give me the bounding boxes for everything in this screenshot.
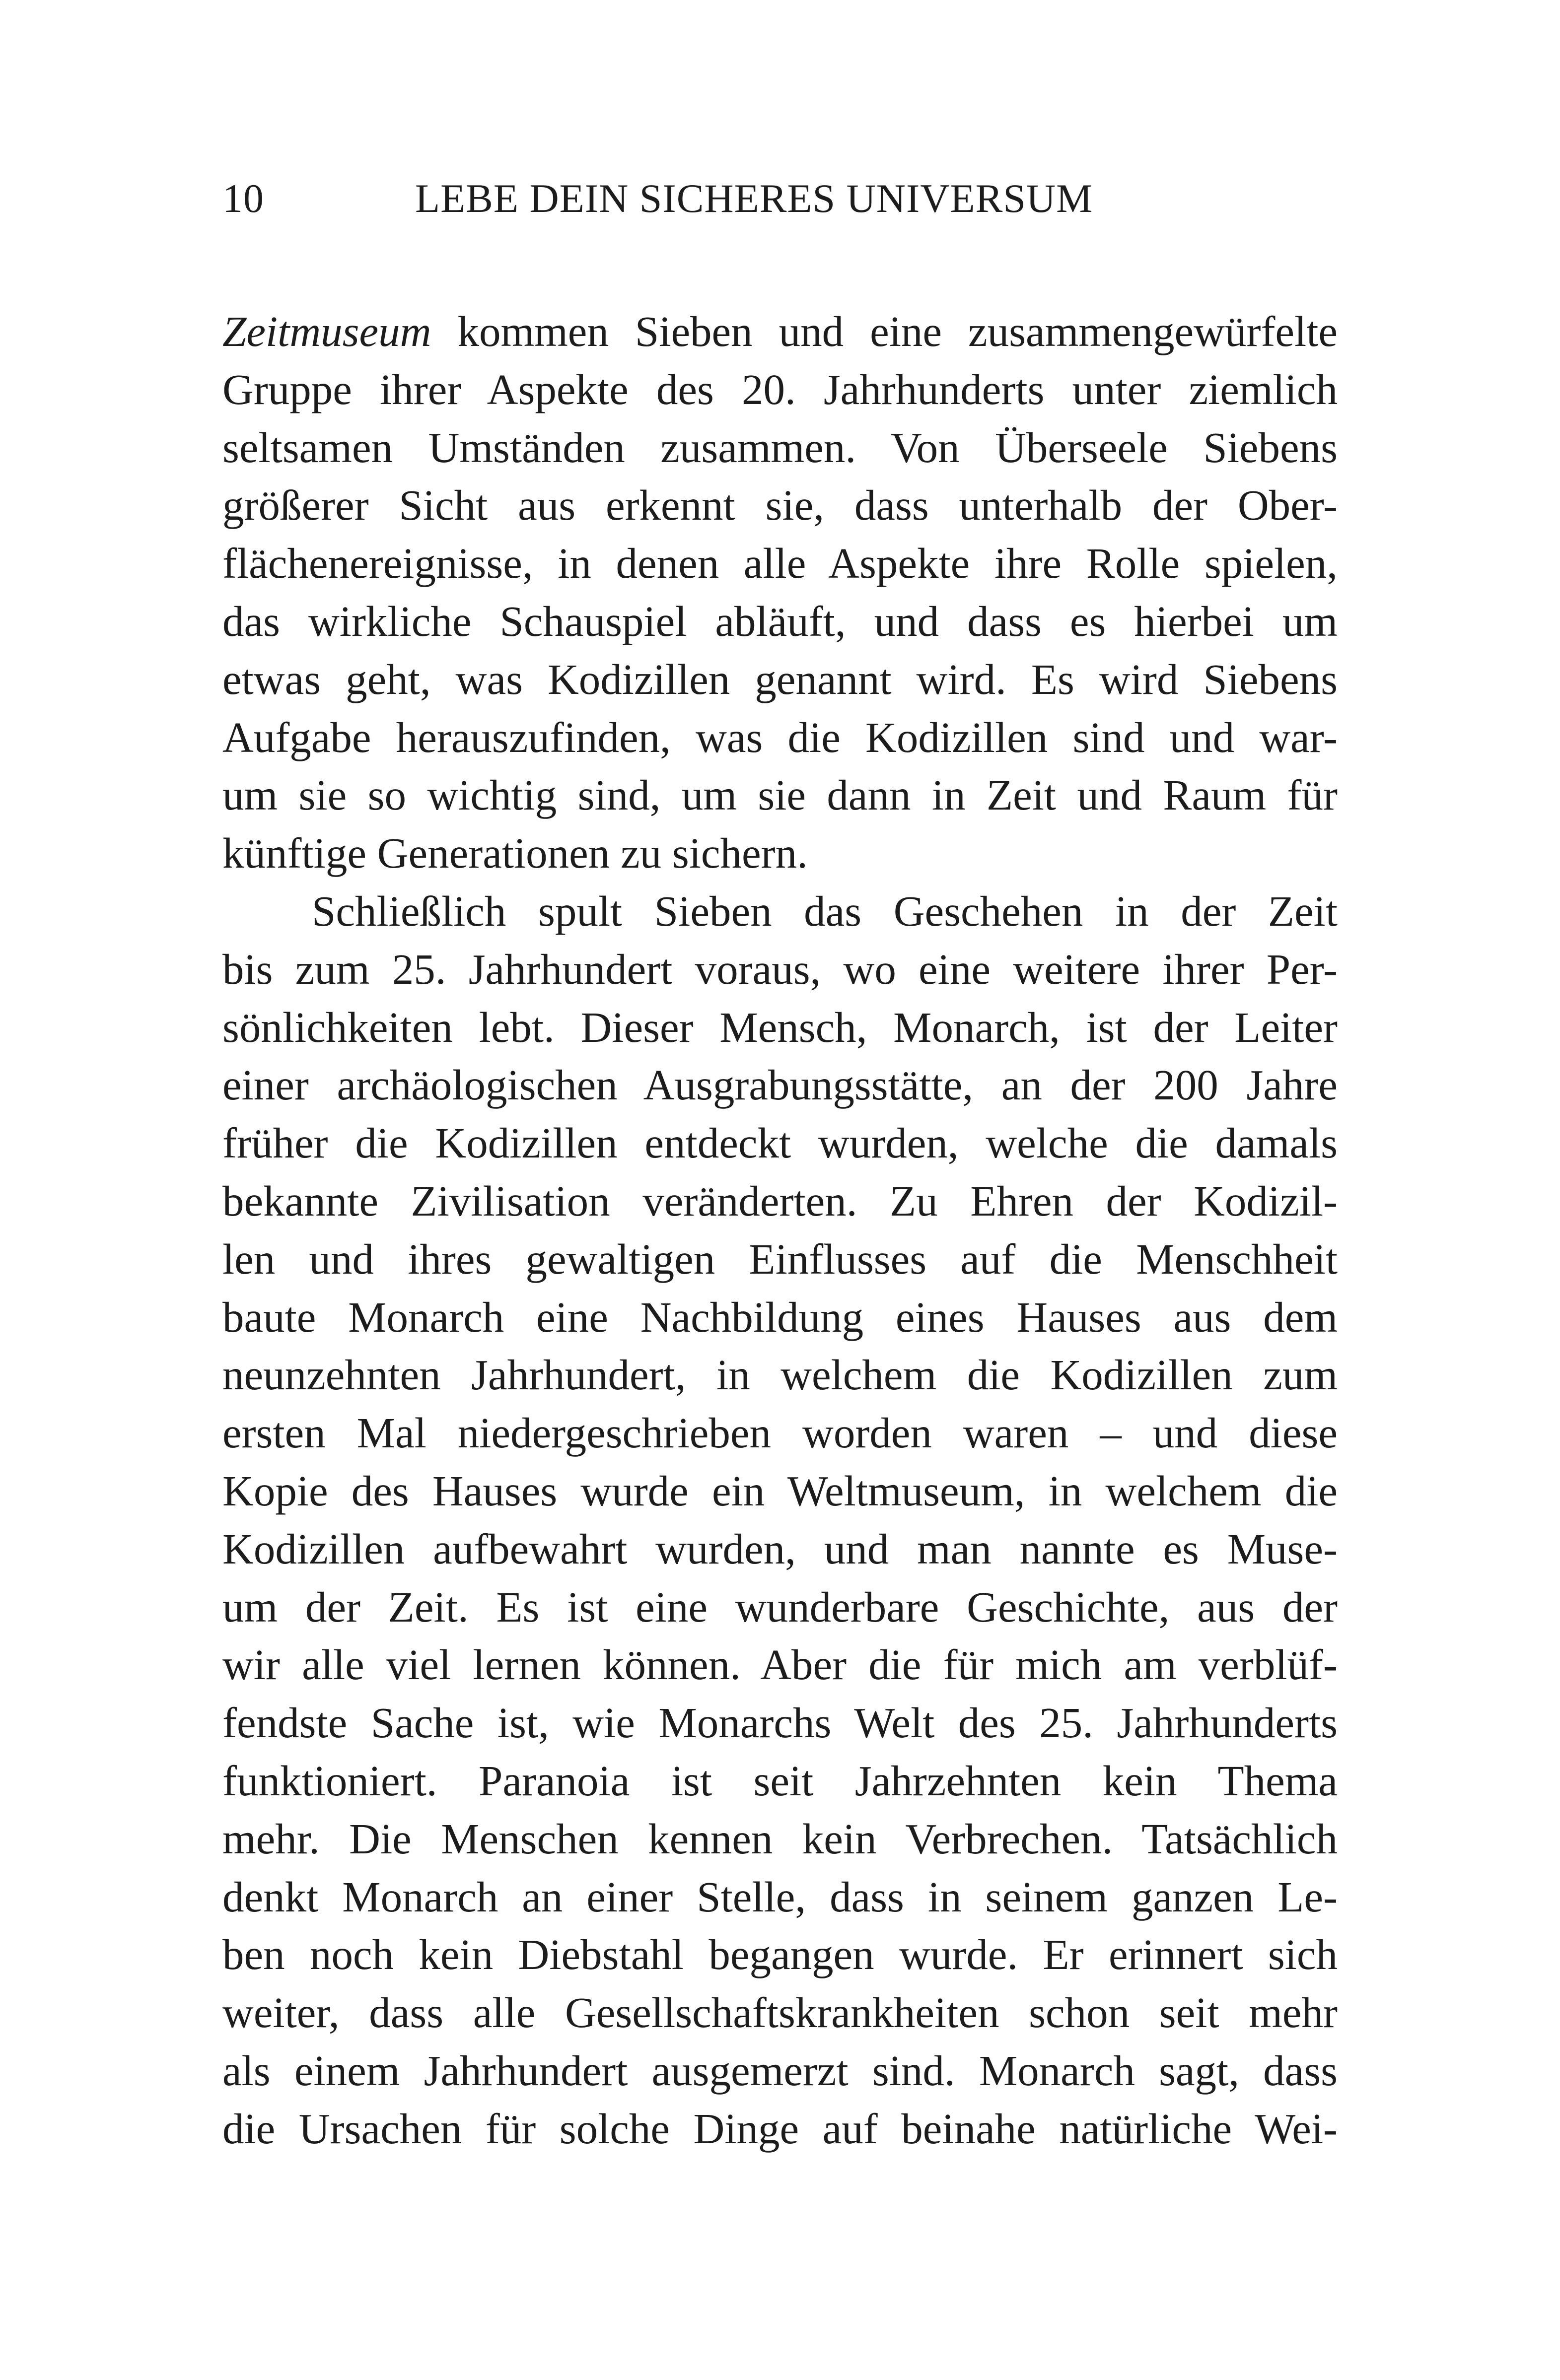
text-line: Schließlich spult Sieben das Geschehen in der Zeit — [312, 886, 1338, 935]
book-title: LEBE DEIN SICHERES UNIVERSUM — [415, 176, 1093, 221]
text-line: Gruppe ihrer Aspekte des 20. Jahrhunderts unter ziemlich — [222, 365, 1338, 413]
text-line: Kopie des Hauses wurde ein Weltmuseum, in welchem die — [222, 1466, 1338, 1515]
text-line: früher die Kodizillen entdeckt wurden, welche die damals — [222, 1119, 1338, 1167]
text-line: sönlichkeiten lebt. Dieser Mensch, Monarch, ist der Leiter — [222, 1003, 1338, 1051]
page-number: 10 — [222, 176, 264, 221]
text-line: fendste Sache ist, wie Monarchs Welt des 25. Jahrhunderts — [222, 1699, 1338, 1747]
text-line: als einem Jahrhundert ausgemerzt sind. Monarch sagt, dass — [222, 2046, 1338, 2095]
text-line: bis zum 25. Jahrhundert voraus, wo eine weitere ihrer Per- — [222, 945, 1338, 993]
text-line: wir alle viel lernen können. Aber die für mich am verblüf- — [222, 1640, 1338, 1689]
text-line: einer archäologischen Ausgrabungsstätte, an der 200 Jahre — [222, 1061, 1338, 1109]
text-line: Aufgabe herauszufinden, was die Kodizillen sind und war- — [222, 713, 1338, 761]
text-line: künftige Generationen zu sichern. — [222, 829, 808, 878]
text-line: len und ihres gewaltigen Einflusses auf die Menschheit — [222, 1234, 1338, 1283]
text-line: ersten Mal niedergeschrieben worden waren – und diese — [222, 1409, 1338, 1457]
text-line: das wirkliche Schauspiel abläuft, und dass es hierbei um — [222, 597, 1338, 645]
text-line: bekannte Zivilisation veränderten. Zu Ehren der Kodizil- — [222, 1176, 1338, 1225]
text-line: flächenereignisse, in denen alle Aspekte ihre Rolle spielen, — [222, 539, 1338, 588]
text-line: neunzehnten Jahrhundert, in welchem die Kodizillen zum — [222, 1351, 1338, 1399]
text-line: seltsamen Umständen zusammen. Von Überseele Siebens — [222, 423, 1338, 472]
text-line: um sie so wichtig sind, um sie dann in Zeit und Raum für — [222, 771, 1338, 819]
text-line: ben noch kein Diebstahl begangen wurde. Er erinnert sich — [222, 1930, 1338, 1979]
text-line: größerer Sicht aus erkennt sie, dass unterhalb der Ober- — [222, 481, 1338, 530]
text-line: baute Monarch eine Nachbildung eines Hauses aus dem — [222, 1292, 1338, 1341]
text-line: Zeitmuseum kommen Sieben und eine zusammengewürfelte — [222, 307, 1338, 355]
text-line: funktioniert. Paranoia ist seit Jahrzehnten kein Thema — [222, 1756, 1338, 1805]
text-line: die Ursachen für solche Dinge auf beinahe natürliche Wei- — [222, 2104, 1338, 2153]
text-line: etwas geht, was Kodizillen genannt wird. Es wird Siebens — [222, 655, 1338, 703]
text-line: mehr. Die Menschen kennen kein Verbrechen. Tatsächlich — [222, 1814, 1338, 1863]
running-head — [222, 171, 1336, 226]
text-line: weiter, dass alle Gesellschaftskrankheiten schon seit mehr — [222, 1988, 1338, 2037]
italic-term: Zeitmuseum — [222, 307, 431, 355]
body-text — [222, 303, 1338, 2158]
text-line: denkt Monarch an einer Stelle, dass in seinem ganzen Le- — [222, 1872, 1338, 1921]
text-line: Kodizillen aufbewahrt wurden, und man nannte es Muse- — [222, 1524, 1338, 1573]
text-line: um der Zeit. Es ist eine wunderbare Geschichte, aus der — [222, 1582, 1338, 1631]
